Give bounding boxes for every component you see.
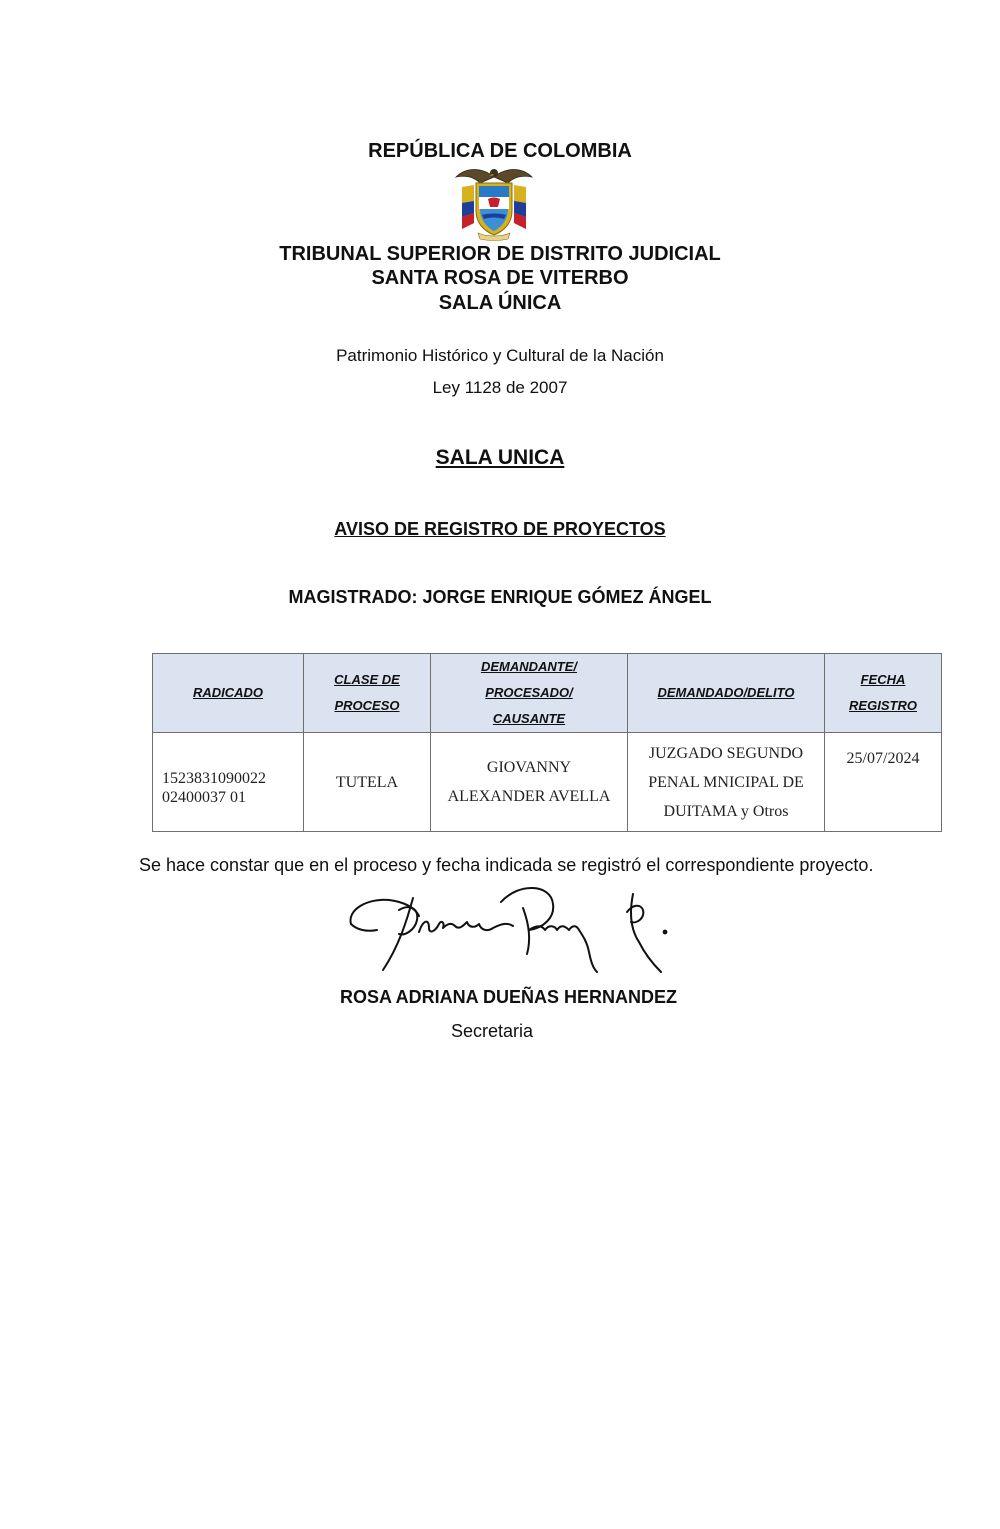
table-row [153, 733, 942, 832]
court-name-line1: TRIBUNAL SUPERIOR DE DISTRITO JUDICIAL [279, 243, 721, 265]
court-name-line2: SANTA ROSA DE VITERBO [371, 267, 629, 289]
header-demandado: DEMANDADO/DELITO [628, 654, 825, 733]
cell-radicado: 1523831090022 02400037 01 [153, 733, 304, 832]
header-fecha-registro: FECHA REGISTRO [825, 654, 942, 733]
header-clase-proceso: CLASE DE PROCESO [304, 654, 431, 733]
country-heading: REPÚBLICA DE COLOMBIA [368, 140, 632, 162]
chamber-heading: SALA UNICA [435, 446, 565, 469]
heritage-line1: Patrimonio Histórico y Cultural de la Nación [336, 346, 664, 365]
projects-table [152, 653, 942, 832]
signer-role: Secretaria [451, 1021, 534, 1041]
court-name-line3: SALA ÚNICA [438, 292, 562, 314]
cell-clase: TUTELA [304, 733, 431, 832]
cell-demandante: GIOVANNY ALEXANDER AVELLA [431, 733, 628, 832]
coat-of-arms-icon [452, 163, 536, 241]
cell-demandado: JUZGADO SEGUNDO PENAL MNICIPAL DE DUITAMA y Otros [628, 733, 825, 832]
table-header-row [153, 654, 942, 733]
signer-name: ROSA ADRIANA DUEÑAS HERNANDEZ [340, 987, 678, 1007]
magistrate-line: MAGISTRADO: JORGE ENRIQUE GÓMEZ ÁNGEL [288, 587, 712, 607]
header-radicado: RADICADO [153, 654, 304, 733]
registration-statement: Se hace constar que en el proceso y fecha indicada se registró el correspondiente proyecto. [139, 855, 874, 875]
heritage-line2: Ley 1128 de 2007 [432, 378, 568, 397]
cell-fecha: 25/07/2024 [825, 733, 942, 832]
notice-title: AVISO DE REGISTRO DE PROYECTOS [334, 519, 666, 539]
header-demandante: DEMANDANTE/ PROCESADO/ CAUSANTE [431, 654, 628, 733]
signature-icon [343, 880, 673, 980]
